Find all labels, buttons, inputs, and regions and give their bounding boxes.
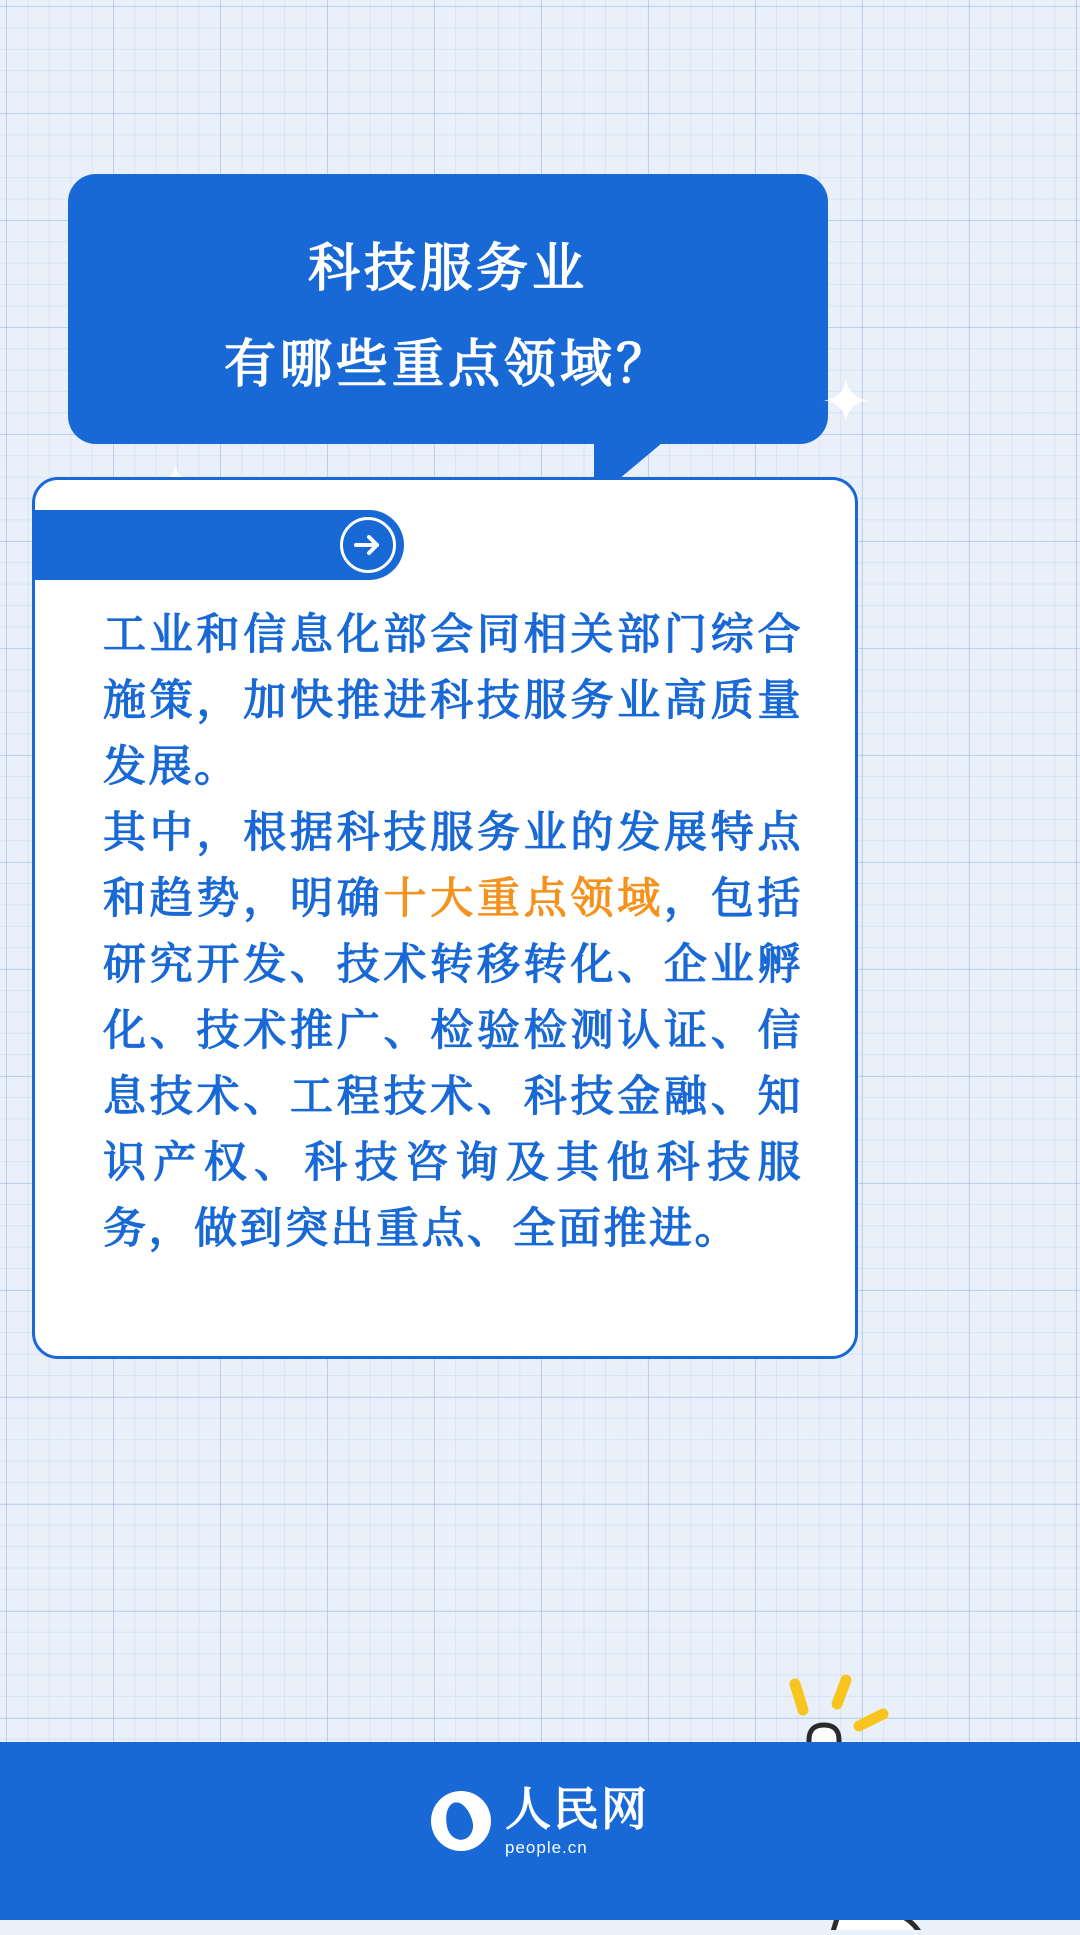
- arrow-banner: [32, 510, 404, 580]
- paragraph-2-text-part-1: 其中，根据科技服务业的发展特点和趋势，明确: [103, 808, 803, 924]
- footer-bar: [0, 1742, 1080, 1920]
- paragraph-2-text-part-2: ，包括研究开发、技术转移转化、企业孵化、技术推广、检验检测认证、信息技术、工程技术、科技金融、知识产权、科技咨询及其他科技服务，做到突出重点、全面推进。: [103, 874, 803, 1254]
- content-card: [32, 477, 858, 1359]
- article-body: [103, 602, 803, 1262]
- title-speech-bubble: [68, 174, 872, 444]
- arrow-right-icon: [340, 517, 396, 573]
- logo-chinese-name: 人民网: [505, 1782, 649, 1836]
- paragraph-2: [103, 800, 803, 1262]
- people-cn-logo-icon: [431, 1791, 491, 1851]
- logo-domain: people.cn: [505, 1838, 588, 1857]
- page-title-line-2: 有哪些重点领域？: [223, 334, 672, 395]
- paragraph-1-text: 工业和信息化部会同相关部门综合施策，加快推进科技服务业高质量发展。: [103, 610, 803, 792]
- page-title-line-1: 科技服务业: [307, 238, 588, 299]
- logo-text-group: [505, 1782, 649, 1857]
- sparkle-icon: ✦: [820, 368, 872, 437]
- paragraph-1: [103, 602, 803, 800]
- site-logo[interactable]: [0, 1782, 1080, 1857]
- highlighted-phrase: 十大重点领域: [383, 874, 664, 924]
